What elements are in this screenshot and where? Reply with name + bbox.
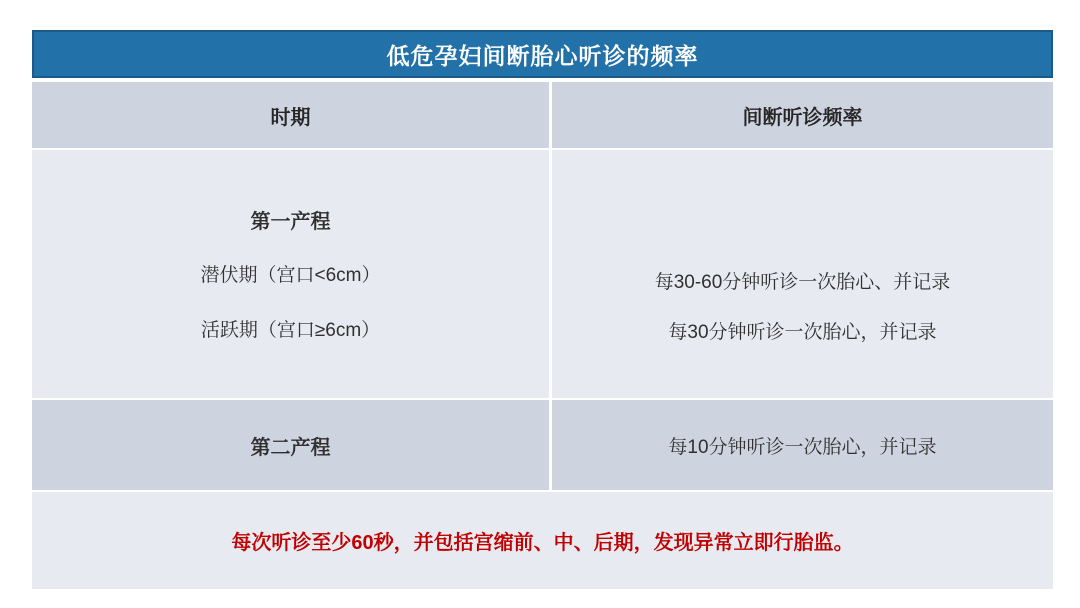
stage2-frequency: 每10分钟听诊一次胎心，并记录 (668, 436, 937, 458)
table-footnote-row (32, 492, 1053, 589)
stage2-frequency-cell (552, 400, 1053, 490)
stage1-latent-frequency: 每30-60分钟听诊一次胎心、并记录 (654, 272, 951, 293)
table-row-stage2 (32, 400, 1053, 490)
header-cell-frequency (552, 82, 1053, 148)
footnote-text: 每次听诊至少60秒，并包括宫缩前、中、后期，发现异常立即行胎监。 (231, 532, 854, 554)
header-period-label: 时期 (270, 106, 311, 129)
table-title-bar (32, 30, 1053, 78)
header-frequency-label: 间断听诊频率 (742, 106, 863, 129)
stage1-name: 第一产程 (250, 211, 331, 233)
stage1-frequency-cell (552, 150, 1053, 398)
auscultation-frequency-table (32, 30, 1053, 589)
table-header-row (32, 82, 1053, 148)
table-row-stage1 (32, 150, 1053, 398)
stage1-active-phase: 活跃期（宫口≥6cm） (200, 320, 381, 341)
stage2-period-cell (32, 400, 549, 490)
stage1-latent-phase: 潜伏期（宫口<6cm） (200, 265, 381, 286)
stage1-active-frequency: 每30分钟听诊一次胎心，并记录 (668, 322, 937, 343)
stage1-period-cell (32, 150, 549, 398)
stage2-name: 第二产程 (250, 436, 331, 459)
header-cell-period (32, 82, 549, 148)
table-title: 低危孕妇间断胎心听诊的频率 (386, 42, 699, 69)
